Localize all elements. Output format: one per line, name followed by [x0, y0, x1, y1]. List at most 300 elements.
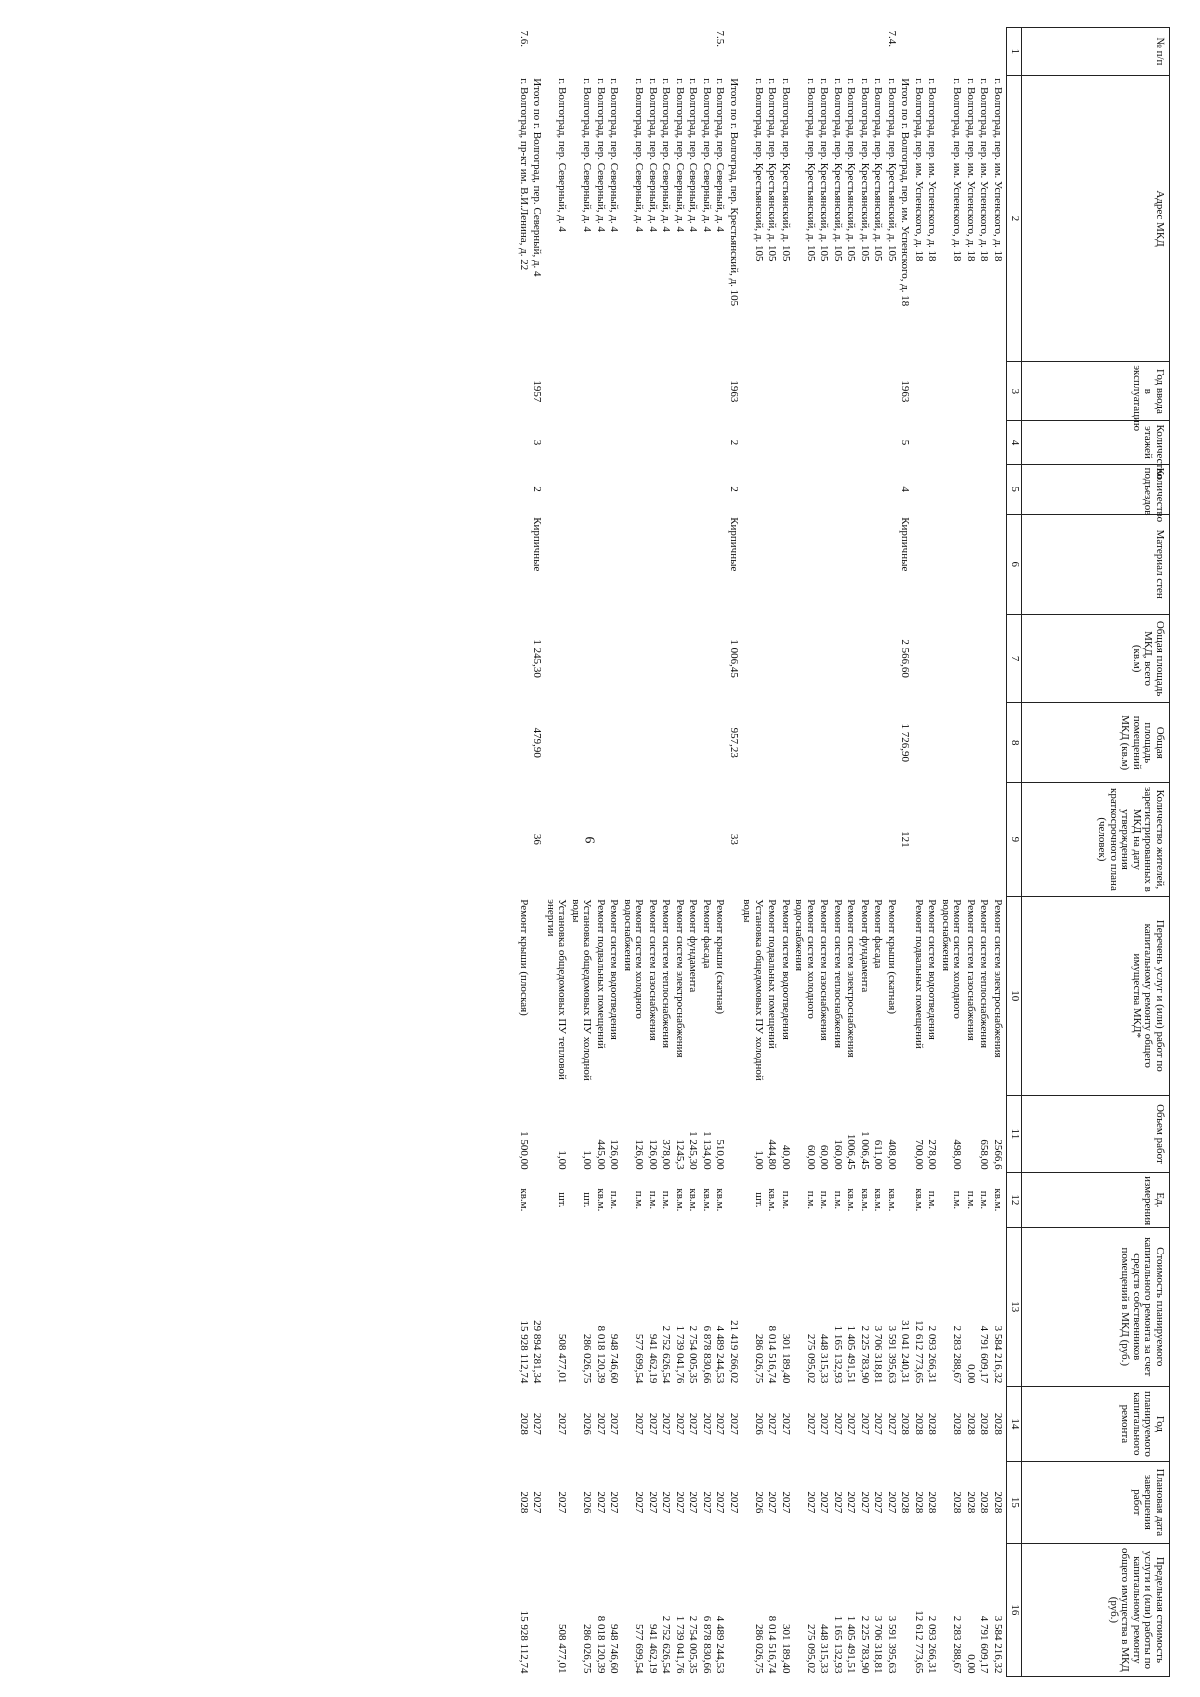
table-cell [964, 28, 978, 76]
table-cell [621, 362, 646, 421]
table-cell: 21 419 266,02 [728, 1320, 740, 1384]
table-cell [673, 703, 687, 783]
table-cell: 36 [531, 833, 544, 845]
table-cell [765, 28, 779, 76]
table-cell: 2028 [965, 1491, 977, 1514]
table-cell [939, 614, 964, 703]
table-cell: 2027 [872, 1412, 885, 1435]
table-cell: 2 [728, 439, 740, 446]
table-cell: 2027 [687, 1491, 700, 1514]
table-cell: 3 706 318,81 [872, 1325, 885, 1384]
page-number: 9 [583, 836, 599, 844]
table-cell [885, 464, 899, 514]
table-cell [925, 464, 939, 514]
table-cell [659, 421, 673, 464]
table-cell [569, 514, 594, 614]
table-row [885, 28, 899, 1677]
table-cell [765, 783, 779, 897]
table-cell: 2027 [872, 1491, 885, 1514]
table-cell: г. Волгоград, пер. им. Успенского, д. 18 [965, 78, 977, 262]
table-cell: 2027 [832, 1412, 844, 1435]
table-cell [858, 783, 872, 897]
table-cell: кв.м. [859, 1188, 871, 1212]
table-cell [673, 614, 687, 703]
table-cell [779, 28, 793, 76]
table-cell [885, 703, 899, 783]
table-cell: 2027 [687, 1412, 700, 1435]
table-cell: г. Волгоград, пер. Северный, д. 4 [714, 78, 727, 232]
table-cell: 60,00 [818, 1144, 831, 1170]
table-cell [700, 614, 714, 703]
table-row [686, 28, 700, 1677]
table-cell [792, 421, 817, 464]
table-cell: 1 245,30 [531, 639, 544, 678]
table-cell: 941 462,19 [647, 1333, 659, 1384]
table-cell: 2027 [886, 1412, 898, 1435]
table-cell [673, 464, 687, 514]
table-cell [646, 421, 660, 464]
table-cell [713, 362, 727, 421]
table-cell: г. Волгоград, пер. Северный, д. 4 [660, 78, 673, 232]
table-cell: 286 026,75 [753, 1333, 765, 1384]
table-row [673, 28, 687, 1677]
table-cell [939, 464, 964, 514]
table-cell: кв.м. [687, 1188, 700, 1212]
table-cell [700, 783, 714, 897]
table-cell [594, 421, 608, 464]
table-cell [858, 464, 872, 514]
table-cell [964, 614, 978, 703]
table-cell: 7.5. [714, 30, 727, 47]
table-cell [544, 362, 569, 421]
header-row [1022, 28, 1170, 1677]
table-cell [871, 783, 885, 897]
table-cell: г. Волгоград, пер. Северный, д. 4 [633, 78, 646, 232]
table-cell: 2027 [780, 1491, 792, 1514]
column-header: Материал стен [1022, 514, 1170, 614]
table-row [765, 28, 779, 1677]
column-number: 4 [1007, 421, 1022, 464]
table-cell: 8 014 516,74 [766, 1325, 779, 1384]
table-cell: 3 706 318,81 [872, 1615, 885, 1674]
column-number: 16 [1007, 1543, 1022, 1676]
table-cell: 957,23 [728, 727, 740, 758]
table-cell: 3 591 395,63 [886, 1615, 898, 1674]
table-cell [607, 614, 621, 703]
table-cell: Ремонт систем водоотведения [608, 899, 621, 1040]
table-cell [594, 362, 608, 421]
column-header: Предельная стоимость услуги и (или) работы по капитальному ремонту общего имущества в МКД (руб.) [1022, 1543, 1170, 1676]
table-cell [964, 514, 978, 614]
table-row [607, 28, 621, 1677]
table-cell [964, 703, 978, 783]
table-cell: Ремонт систем газоснабжения [965, 899, 977, 1041]
table-cell [831, 464, 845, 514]
table-cell: 2 283 288,67 [951, 1615, 964, 1674]
table-cell [831, 362, 845, 421]
table-cell: 2027 [818, 1412, 831, 1435]
table-row [646, 28, 660, 1677]
table-row [740, 28, 765, 1677]
table-cell: Ремонт подвальных помещений [913, 899, 925, 1049]
table-cell: 2027 [714, 1491, 727, 1514]
table-cell: 2027 [595, 1412, 607, 1435]
table-row [779, 28, 793, 1677]
table-cell: 1 405 491,51 [845, 1325, 858, 1384]
table-cell: 2028 [926, 1491, 939, 1514]
table-cell [686, 28, 700, 76]
table-cell: кв.м. [518, 1188, 530, 1212]
table-cell: 2027 [818, 1491, 831, 1514]
table-cell: г. Волгоград, пер. Крестьянский, д. 105 [766, 78, 779, 262]
table-cell [831, 28, 845, 76]
table-cell: Ремонт крыши (скатная) [886, 899, 898, 1014]
table-cell: 941 462,19 [647, 1624, 659, 1674]
table-cell: кв.м. [886, 1188, 898, 1212]
table-cell [844, 614, 858, 703]
table-row [939, 28, 964, 1677]
table-cell: 2027 [766, 1491, 779, 1514]
column-header: Год планируемого капитального ремонта [1022, 1386, 1170, 1461]
table-cell [727, 896, 741, 1095]
table-cell [544, 464, 569, 514]
table-cell [673, 28, 687, 76]
table-row [871, 28, 885, 1677]
column-header: Общая площадь МКД, всего (кв.м) [1022, 614, 1170, 703]
table-cell [517, 464, 531, 514]
table-cell: 508 477,01 [556, 1624, 569, 1674]
table-cell [871, 421, 885, 464]
table-cell: 2026 [753, 1412, 765, 1435]
table-cell [912, 362, 926, 421]
table-cell [898, 896, 912, 1095]
table-cell [885, 514, 899, 614]
table-cell: 301 189,40 [780, 1624, 792, 1674]
table-cell [740, 514, 765, 614]
table-cell: г. Волгоград, пер. Крестьянский, д. 105 [845, 78, 858, 262]
table-cell: кв.м. [845, 1188, 858, 1212]
table-cell [792, 464, 817, 514]
table-cell [871, 614, 885, 703]
table-cell [912, 614, 926, 703]
table-cell: 1 165 132,93 [832, 1615, 844, 1674]
table-cell [740, 421, 765, 464]
table-cell: кв.м. [674, 1188, 686, 1212]
table-cell [991, 28, 1007, 76]
table-cell [792, 362, 817, 421]
table-cell [646, 362, 660, 421]
table-cell: 2028 [978, 1491, 991, 1514]
table-row [517, 28, 531, 1677]
column-number: 15 [1007, 1461, 1022, 1543]
table-cell: 700,00 [913, 1139, 925, 1170]
table-cell: Ремонт систем электроснабжения [845, 899, 858, 1058]
table-cell: 2027 [766, 1412, 779, 1435]
table-cell: 2027 [701, 1491, 713, 1514]
table-row [659, 28, 673, 1677]
table-cell: Установка общедомовых ПУ холодной воды [741, 899, 765, 1081]
table-cell [686, 464, 700, 514]
table-cell: 126,00 [633, 1139, 646, 1170]
table-cell [844, 514, 858, 614]
table-cell: 1963 [728, 380, 740, 403]
table-row [831, 28, 845, 1677]
table-cell [912, 703, 926, 783]
table-cell [925, 614, 939, 703]
table-cell [594, 28, 608, 76]
table-cell: Ремонт фасада [872, 899, 885, 969]
table-cell: п.м. [965, 1190, 977, 1210]
table-cell [792, 783, 817, 897]
table-cell [594, 703, 608, 783]
column-header: Стоимость планируемого капитального ремонта за счет средств собственников помещений в МКД (руб.) [1022, 1227, 1170, 1386]
table-cell [517, 362, 531, 421]
table-cell: п.м. [608, 1190, 621, 1210]
table-cell: 15 928 112,74 [518, 1610, 530, 1674]
table-cell: г. Волгоград, пер. им. Успенского, д. 18 [926, 78, 939, 262]
table-cell: 2026 [581, 1491, 594, 1514]
table-cell [977, 783, 991, 897]
table-cell: Ремонт систем водоотведения [926, 899, 939, 1040]
column-header: Ед. измерения [1022, 1173, 1170, 1228]
table-cell [621, 421, 646, 464]
table-cell [898, 1173, 912, 1228]
table-cell: 2028 [951, 1412, 964, 1435]
table-cell [779, 362, 793, 421]
table-cell [844, 362, 858, 421]
table-cell [885, 783, 899, 897]
table-cell: кв.м. [992, 1188, 1004, 1212]
table-cell: 479,90 [531, 727, 544, 758]
table-cell: 121 [899, 831, 912, 848]
table-cell [817, 362, 831, 421]
table-cell: Ремонт систем холодного водоснабжения [793, 899, 817, 1019]
table-cell [925, 362, 939, 421]
table-cell: 2027 [647, 1491, 659, 1514]
table-cell: 611,00 [872, 1139, 885, 1170]
table-cell [858, 421, 872, 464]
table-cell [594, 464, 608, 514]
table-cell: 2027 [701, 1412, 713, 1435]
table-cell: 33 [728, 833, 740, 845]
total-row [727, 28, 741, 1677]
table-cell [621, 514, 646, 614]
table-cell [925, 514, 939, 614]
table-cell: 7.6. [518, 30, 530, 47]
table-cell [964, 783, 978, 897]
table-cell [659, 464, 673, 514]
table-cell: п.м. [832, 1190, 844, 1210]
table-cell [898, 28, 912, 76]
table-cell [858, 703, 872, 783]
table-cell [925, 28, 939, 76]
table-cell [544, 28, 569, 76]
table-cell [858, 614, 872, 703]
table-cell: 2027 [556, 1491, 569, 1514]
table-cell: 8 018 120,39 [595, 1615, 607, 1674]
column-number: 5 [1007, 464, 1022, 514]
table-cell [858, 28, 872, 76]
table-cell: 2027 [780, 1412, 792, 1435]
table-cell: 1 134,00 [701, 1131, 713, 1170]
table-cell [517, 703, 531, 783]
table-cell: 1245,3 [674, 1139, 686, 1170]
table-cell [871, 464, 885, 514]
table-cell: 2027 [728, 1491, 740, 1514]
table-cell [765, 514, 779, 614]
table-cell [700, 464, 714, 514]
table-cell [727, 1543, 741, 1676]
table-cell [925, 783, 939, 897]
table-cell: 2028 [978, 1412, 991, 1435]
column-header: Объем работ [1022, 1095, 1170, 1172]
table-cell: 2027 [728, 1412, 740, 1435]
table-cell [659, 614, 673, 703]
table-cell [817, 421, 831, 464]
table-cell [964, 362, 978, 421]
table-cell: 2027 [647, 1412, 659, 1435]
table-cell: 1 245,30 [687, 1131, 700, 1170]
table-cell [844, 783, 858, 897]
table-cell [844, 703, 858, 783]
table-cell: 2 [728, 486, 740, 492]
table-cell: 8 018 120,39 [595, 1325, 607, 1384]
table-cell: п.м. [818, 1190, 831, 1210]
table-row [544, 28, 569, 1677]
table-cell: кв.м. [595, 1188, 607, 1212]
table-cell [977, 28, 991, 76]
table-cell [817, 703, 831, 783]
table-cell: Ремонт фундамента [687, 899, 700, 993]
table-cell: 2027 [805, 1491, 817, 1514]
table-cell [713, 703, 727, 783]
table-cell [939, 421, 964, 464]
table-cell: 498,00 [951, 1139, 964, 1170]
table-cell [646, 614, 660, 703]
table-cell: п.м. [978, 1190, 991, 1210]
table-cell [844, 421, 858, 464]
table-cell [530, 28, 544, 76]
table-cell [939, 362, 964, 421]
table-cell: г. Волгоград, пер. Северный, д. 4 [595, 78, 607, 232]
table-cell: Ремонт систем газоснабжения [818, 899, 831, 1041]
table-cell: 3 584 216,32 [992, 1615, 1004, 1674]
table-cell [544, 614, 569, 703]
table-cell [765, 614, 779, 703]
table-cell [991, 614, 1007, 703]
table-cell: Кирпичные [728, 517, 740, 572]
table-cell: 2028 [992, 1412, 1004, 1435]
table-cell [621, 614, 646, 703]
table-cell: 2 752 626,54 [660, 1615, 673, 1674]
column-number: 8 [1007, 703, 1022, 783]
table-row [792, 28, 817, 1677]
table-cell: 4 791 609,17 [978, 1615, 991, 1674]
table-cell [831, 421, 845, 464]
table-cell [659, 514, 673, 614]
capital-repair-table-sheet [40, 27, 1170, 1677]
table-cell [871, 703, 885, 783]
table-cell: 510,00 [714, 1139, 727, 1170]
column-header: Количество подъездов [1022, 464, 1170, 514]
table-cell: 4 489 244,53 [714, 1325, 727, 1384]
column-number: 7 [1007, 614, 1022, 703]
table-cell [659, 28, 673, 76]
table-cell: 444,80 [766, 1139, 779, 1170]
table-cell: 3 584 216,32 [992, 1325, 1004, 1384]
column-header: Плановая дата завершения работ [1022, 1461, 1170, 1543]
table-cell: 2028 [518, 1412, 530, 1435]
table-cell: 2027 [633, 1491, 646, 1514]
table-cell: 2028 [899, 1412, 912, 1435]
table-row [858, 28, 872, 1677]
table-cell: 2 [531, 486, 544, 492]
table-cell: 1 006,45 [859, 1131, 871, 1170]
table-row [700, 28, 714, 1677]
table-cell: 2 754 005,35 [687, 1615, 700, 1674]
table-cell [831, 783, 845, 897]
table-cell: Ремонт систем холодного водоснабжения [622, 899, 646, 1019]
table-cell: Ремонт систем электроснабжения [992, 899, 1004, 1058]
column-number: 9 [1007, 783, 1022, 897]
table-cell: 948 746,60 [608, 1624, 621, 1674]
table-cell: Итого по г. Волгоград, пер. Северный, д. 4 [531, 78, 544, 277]
table-cell [530, 1543, 544, 1676]
table-cell: 3 [531, 439, 544, 446]
table-cell: 31 041 240,31 [899, 1320, 912, 1384]
table-cell: 2 225 783,90 [859, 1615, 871, 1674]
table-cell [607, 421, 621, 464]
table-cell: 2028 [899, 1491, 912, 1514]
table-cell: 275 095,02 [805, 1624, 817, 1674]
table-cell: 4 [899, 486, 912, 492]
table-cell: 15 928 112,74 [518, 1320, 530, 1384]
table-cell: 2028 [965, 1412, 977, 1435]
column-number: 1 [1007, 28, 1022, 76]
table-cell: 1,00 [753, 1150, 765, 1170]
table-cell [607, 362, 621, 421]
table-cell: г. Волгоград, пр-кт им. В.И.Ленина, д. 22 [518, 78, 530, 271]
table-row [991, 28, 1007, 1677]
table-cell [646, 783, 660, 897]
table-cell [686, 703, 700, 783]
table-cell [569, 28, 594, 76]
table-cell [792, 28, 817, 76]
table-cell [621, 28, 646, 76]
table-cell: 2027 [674, 1491, 686, 1514]
table-cell [964, 421, 978, 464]
table-cell [659, 783, 673, 897]
table-cell: п.м. [926, 1190, 939, 1210]
table-cell: кв.м. [872, 1188, 885, 1212]
table-cell: 2027 [805, 1412, 817, 1435]
table-cell: г. Волгоград, пер. им. Успенского, д. 18 [913, 78, 925, 262]
table-cell [569, 421, 594, 464]
table-cell: Ремонт систем теплоснабжения [660, 899, 673, 1049]
column-number: 14 [1007, 1386, 1022, 1461]
table-cell: 2027 [845, 1491, 858, 1514]
column-number: 13 [1007, 1227, 1022, 1386]
table-cell [646, 703, 660, 783]
table-cell [991, 464, 1007, 514]
table-cell: 29 894 281,34 [531, 1320, 544, 1384]
table-cell [607, 783, 621, 897]
table-cell [569, 464, 594, 514]
table-cell [740, 703, 765, 783]
table-cell: Ремонт систем электроснабжения [674, 899, 686, 1058]
table-cell [925, 421, 939, 464]
table-cell: 12 612 773,65 [913, 1320, 925, 1384]
